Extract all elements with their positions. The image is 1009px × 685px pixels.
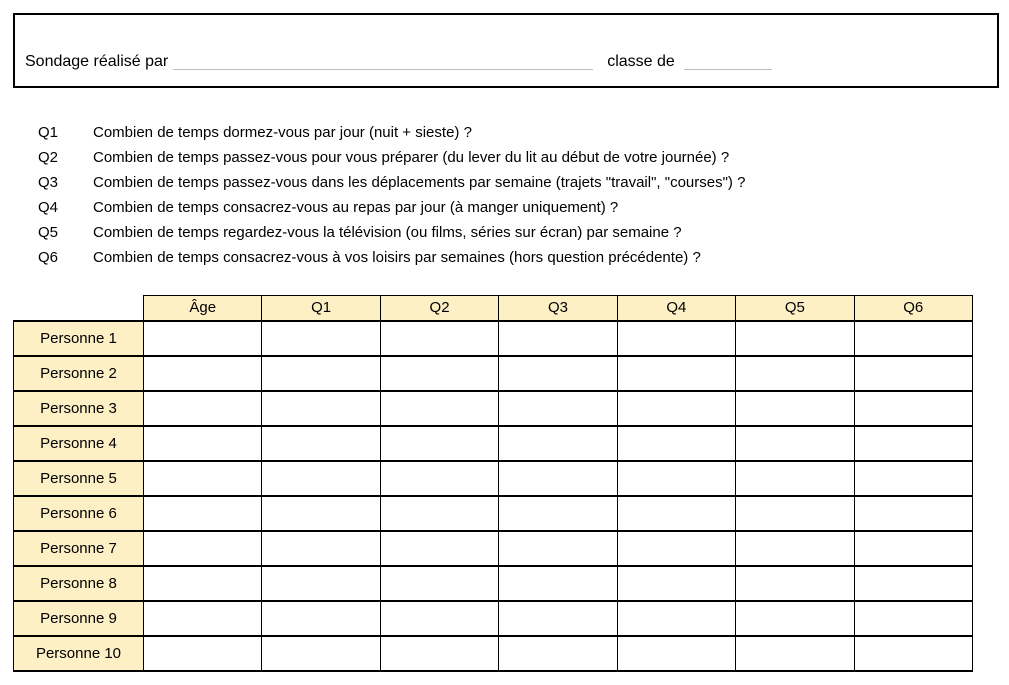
answer-cell[interactable]	[617, 321, 735, 356]
answer-cell[interactable]	[499, 601, 617, 636]
table-row-personne-8	[14, 566, 973, 601]
answer-cell[interactable]	[380, 601, 498, 636]
answer-cell[interactable]	[854, 601, 972, 636]
answer-cell[interactable]	[499, 566, 617, 601]
answer-cell[interactable]	[854, 356, 972, 391]
question-id: Q6	[38, 249, 59, 266]
question-text: Combien de temps regardez-vous la télévision (ou films, séries sur écran) par semaine ?	[93, 224, 682, 241]
table-row-personne-3	[14, 391, 973, 426]
answer-cell[interactable]	[380, 461, 498, 496]
answer-cell[interactable]	[262, 531, 380, 566]
question-id: Q5	[38, 224, 59, 241]
answer-cell[interactable]	[144, 531, 262, 566]
table-row-personne-4	[14, 426, 973, 461]
answer-cell[interactable]	[262, 601, 380, 636]
questions-list	[38, 120, 745, 270]
answer-cell[interactable]	[144, 636, 262, 671]
question-text: Combien de temps dormez-vous par jour (nuit + sieste) ?	[93, 124, 472, 141]
table-row-personne-1	[14, 321, 973, 356]
answer-cell[interactable]	[144, 321, 262, 356]
table-row-personne-9	[14, 601, 973, 636]
answer-cell[interactable]	[262, 636, 380, 671]
table-row-personne-10	[14, 636, 973, 671]
answer-cell[interactable]	[854, 391, 972, 426]
answer-cell[interactable]	[736, 601, 854, 636]
answer-cell[interactable]	[144, 496, 262, 531]
answer-cell[interactable]	[736, 321, 854, 356]
survey-header-box	[13, 13, 999, 88]
question-text: Combien de temps passez-vous pour vous préparer (du lever du lit au début de votre journée) ?	[93, 149, 730, 166]
survey-classe-label: classe de	[607, 53, 675, 70]
answer-cell[interactable]	[144, 356, 262, 391]
answer-cell[interactable]	[380, 321, 498, 356]
question-id: Q2	[38, 149, 59, 166]
answer-cell[interactable]	[736, 426, 854, 461]
answer-cell[interactable]	[617, 356, 735, 391]
row-header: Personne 4	[14, 426, 144, 461]
answer-cell[interactable]	[854, 636, 972, 671]
answer-cell[interactable]	[736, 636, 854, 671]
row-header: Personne 8	[14, 566, 144, 601]
answer-cell[interactable]	[262, 426, 380, 461]
question-id: Q1	[38, 124, 59, 141]
row-header: Personne 5	[14, 461, 144, 496]
answer-cell[interactable]	[380, 391, 498, 426]
table-row-personne-2	[14, 356, 973, 391]
corner-cell	[14, 296, 144, 321]
question-row-q1	[38, 120, 745, 145]
table-row-personne-7	[14, 531, 973, 566]
answer-cell[interactable]	[617, 636, 735, 671]
survey-table	[13, 295, 973, 672]
row-header: Personne 3	[14, 391, 144, 426]
answer-cell[interactable]	[144, 566, 262, 601]
answer-cell[interactable]	[736, 391, 854, 426]
question-id: Q3	[38, 174, 59, 191]
table-row-personne-6	[14, 496, 973, 531]
table-row-personne-5	[14, 461, 973, 496]
answer-cell[interactable]	[499, 426, 617, 461]
answer-cell[interactable]	[380, 636, 498, 671]
column-header-q5: Q5	[736, 296, 854, 321]
answer-cell[interactable]	[499, 356, 617, 391]
question-row-q5	[38, 220, 745, 245]
answer-cell[interactable]	[854, 566, 972, 601]
answer-cell[interactable]	[262, 321, 380, 356]
answer-cell[interactable]	[854, 496, 972, 531]
answer-cell[interactable]	[499, 531, 617, 566]
answer-cell[interactable]	[499, 321, 617, 356]
column-header-q3: Q3	[499, 296, 617, 321]
column-header-age: Âge	[144, 296, 262, 321]
answer-cell[interactable]	[617, 426, 735, 461]
question-id: Q4	[38, 199, 59, 216]
answer-cell[interactable]	[617, 601, 735, 636]
question-row-q2	[38, 145, 745, 170]
answer-cell[interactable]	[144, 461, 262, 496]
answer-cell[interactable]	[380, 356, 498, 391]
answer-cell[interactable]	[617, 496, 735, 531]
answer-cell[interactable]	[262, 496, 380, 531]
row-header: Personne 10	[14, 636, 144, 671]
answer-cell[interactable]	[854, 531, 972, 566]
answer-cell[interactable]	[380, 566, 498, 601]
survey-classe-blank-field[interactable]	[684, 52, 772, 70]
answer-cell[interactable]	[262, 461, 380, 496]
answer-cell[interactable]	[499, 636, 617, 671]
answer-cell[interactable]	[499, 461, 617, 496]
answer-cell[interactable]	[854, 321, 972, 356]
row-header: Personne 1	[14, 321, 144, 356]
row-header: Personne 6	[14, 496, 144, 531]
survey-header-line	[25, 48, 987, 73]
answer-cell[interactable]	[617, 531, 735, 566]
answer-cell[interactable]	[617, 566, 735, 601]
question-row-q6	[38, 245, 745, 270]
row-header: Personne 7	[14, 531, 144, 566]
question-text: Combien de temps consacrez-vous à vos loisirs par semaines (hors question précédente) ?	[93, 249, 701, 266]
answer-cell[interactable]	[854, 461, 972, 496]
answer-cell[interactable]	[262, 356, 380, 391]
question-row-q3	[38, 170, 745, 195]
survey-author-blank-field[interactable]	[173, 52, 593, 70]
answer-cell[interactable]	[144, 426, 262, 461]
question-text: Combien de temps consacrez-vous au repas par jour (à manger uniquement) ?	[93, 199, 619, 216]
column-header-q6: Q6	[854, 296, 972, 321]
answer-cell[interactable]	[736, 566, 854, 601]
answer-cell[interactable]	[499, 496, 617, 531]
answer-cell[interactable]	[262, 391, 380, 426]
answer-cell[interactable]	[736, 531, 854, 566]
column-header-q1: Q1	[262, 296, 380, 321]
row-header: Personne 9	[14, 601, 144, 636]
row-header: Personne 2	[14, 356, 144, 391]
column-header-q4: Q4	[617, 296, 735, 321]
answer-cell[interactable]	[144, 601, 262, 636]
answer-cell[interactable]	[736, 461, 854, 496]
answer-cell[interactable]	[380, 531, 498, 566]
answer-cell[interactable]	[617, 461, 735, 496]
column-header-q2: Q2	[380, 296, 498, 321]
answer-cell[interactable]	[736, 496, 854, 531]
survey-author-label: Sondage réalisé par	[25, 53, 169, 70]
answer-cell[interactable]	[854, 426, 972, 461]
question-text: Combien de temps passez-vous dans les déplacements par semaine (trajets "travail", "courses") ?	[93, 174, 746, 191]
answer-cell[interactable]	[380, 496, 498, 531]
answer-cell[interactable]	[617, 391, 735, 426]
question-row-q4	[38, 195, 745, 220]
answer-cell[interactable]	[736, 356, 854, 391]
table-header-row	[14, 296, 973, 321]
answer-cell[interactable]	[262, 566, 380, 601]
answer-cell[interactable]	[380, 426, 498, 461]
answer-cell[interactable]	[499, 391, 617, 426]
answer-cell[interactable]	[144, 391, 262, 426]
